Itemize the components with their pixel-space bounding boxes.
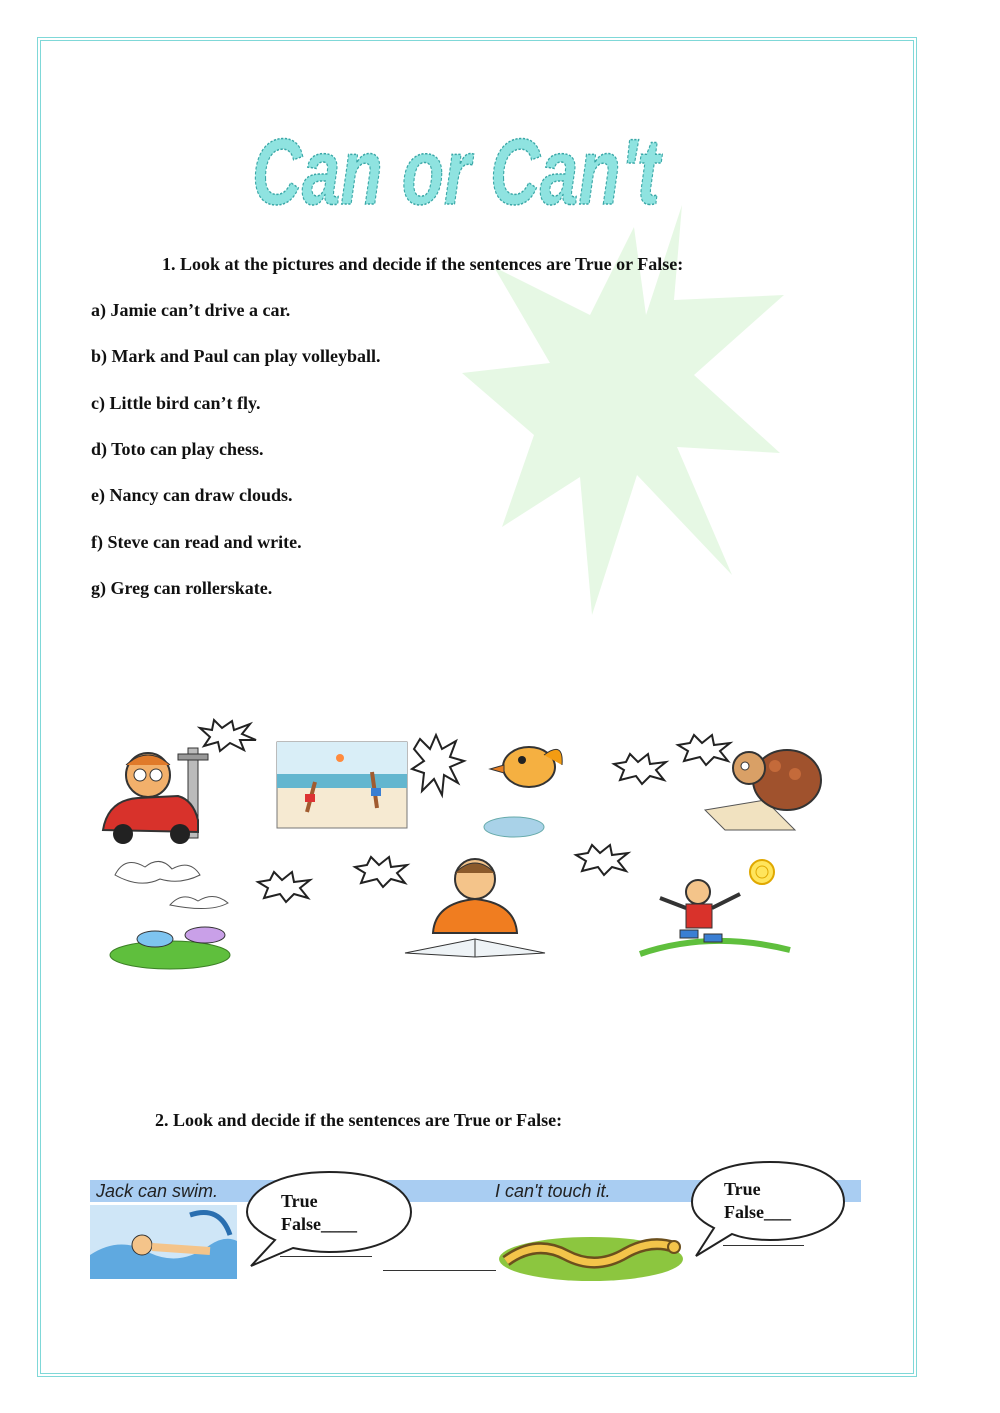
- burst-icon-1: [198, 718, 258, 752]
- jamie-car-crash-picture: [98, 740, 228, 845]
- bubble-2-false: False___: [724, 1202, 791, 1222]
- page-title-text: Can or Can't: [252, 119, 663, 224]
- bubble-1-true: True: [281, 1191, 318, 1211]
- snake-picture: [496, 1225, 686, 1285]
- burst-icon-3: [612, 752, 667, 784]
- sentence-f: f) Steve can read and write.: [91, 532, 302, 552]
- toto-chess-picture: [705, 740, 823, 830]
- volleyball-beach-picture: [277, 742, 407, 828]
- sentence-cant-touch: I can't touch it.: [495, 1181, 611, 1201]
- sentence-d: d) Toto can play chess.: [91, 439, 264, 459]
- little-bird-picture: [484, 735, 574, 843]
- nancy-clouds-picture: [110, 855, 245, 970]
- burst-icon-2: [412, 735, 464, 797]
- burst-icon-7: [574, 843, 629, 875]
- bubble-1-false: False____: [281, 1214, 357, 1234]
- sentence-c: c) Little bird can’t fly.: [91, 393, 261, 413]
- answer-blank-1[interactable]: [280, 1256, 372, 1257]
- answer-blank-2[interactable]: [383, 1270, 496, 1271]
- greg-rollerskate-picture: [640, 850, 790, 960]
- exercise-2-instruction: 2. Look and decide if the sentences are True or False:: [155, 1110, 563, 1130]
- steve-reading-picture: [405, 853, 545, 957]
- answer-blank-3[interactable]: [723, 1245, 804, 1246]
- exercise-1-instruction: 1. Look at the pictures and decide if the sentences are True or False:: [162, 254, 684, 274]
- sentence-e: e) Nancy can draw clouds.: [91, 485, 293, 505]
- bubble-2-true: True: [724, 1179, 761, 1199]
- sentence-b: b) Mark and Paul can play volleyball.: [91, 346, 381, 366]
- burst-icon-5: [256, 870, 311, 902]
- page-title: [248, 108, 668, 228]
- sentence-jack-swim: Jack can swim.: [96, 1181, 219, 1201]
- sentence-a: a) Jamie can’t drive a car.: [91, 300, 291, 320]
- burst-icon-6: [353, 855, 408, 887]
- jack-swimming-picture: [90, 1205, 237, 1279]
- sentence-g: g) Greg can rollerskate.: [91, 578, 273, 598]
